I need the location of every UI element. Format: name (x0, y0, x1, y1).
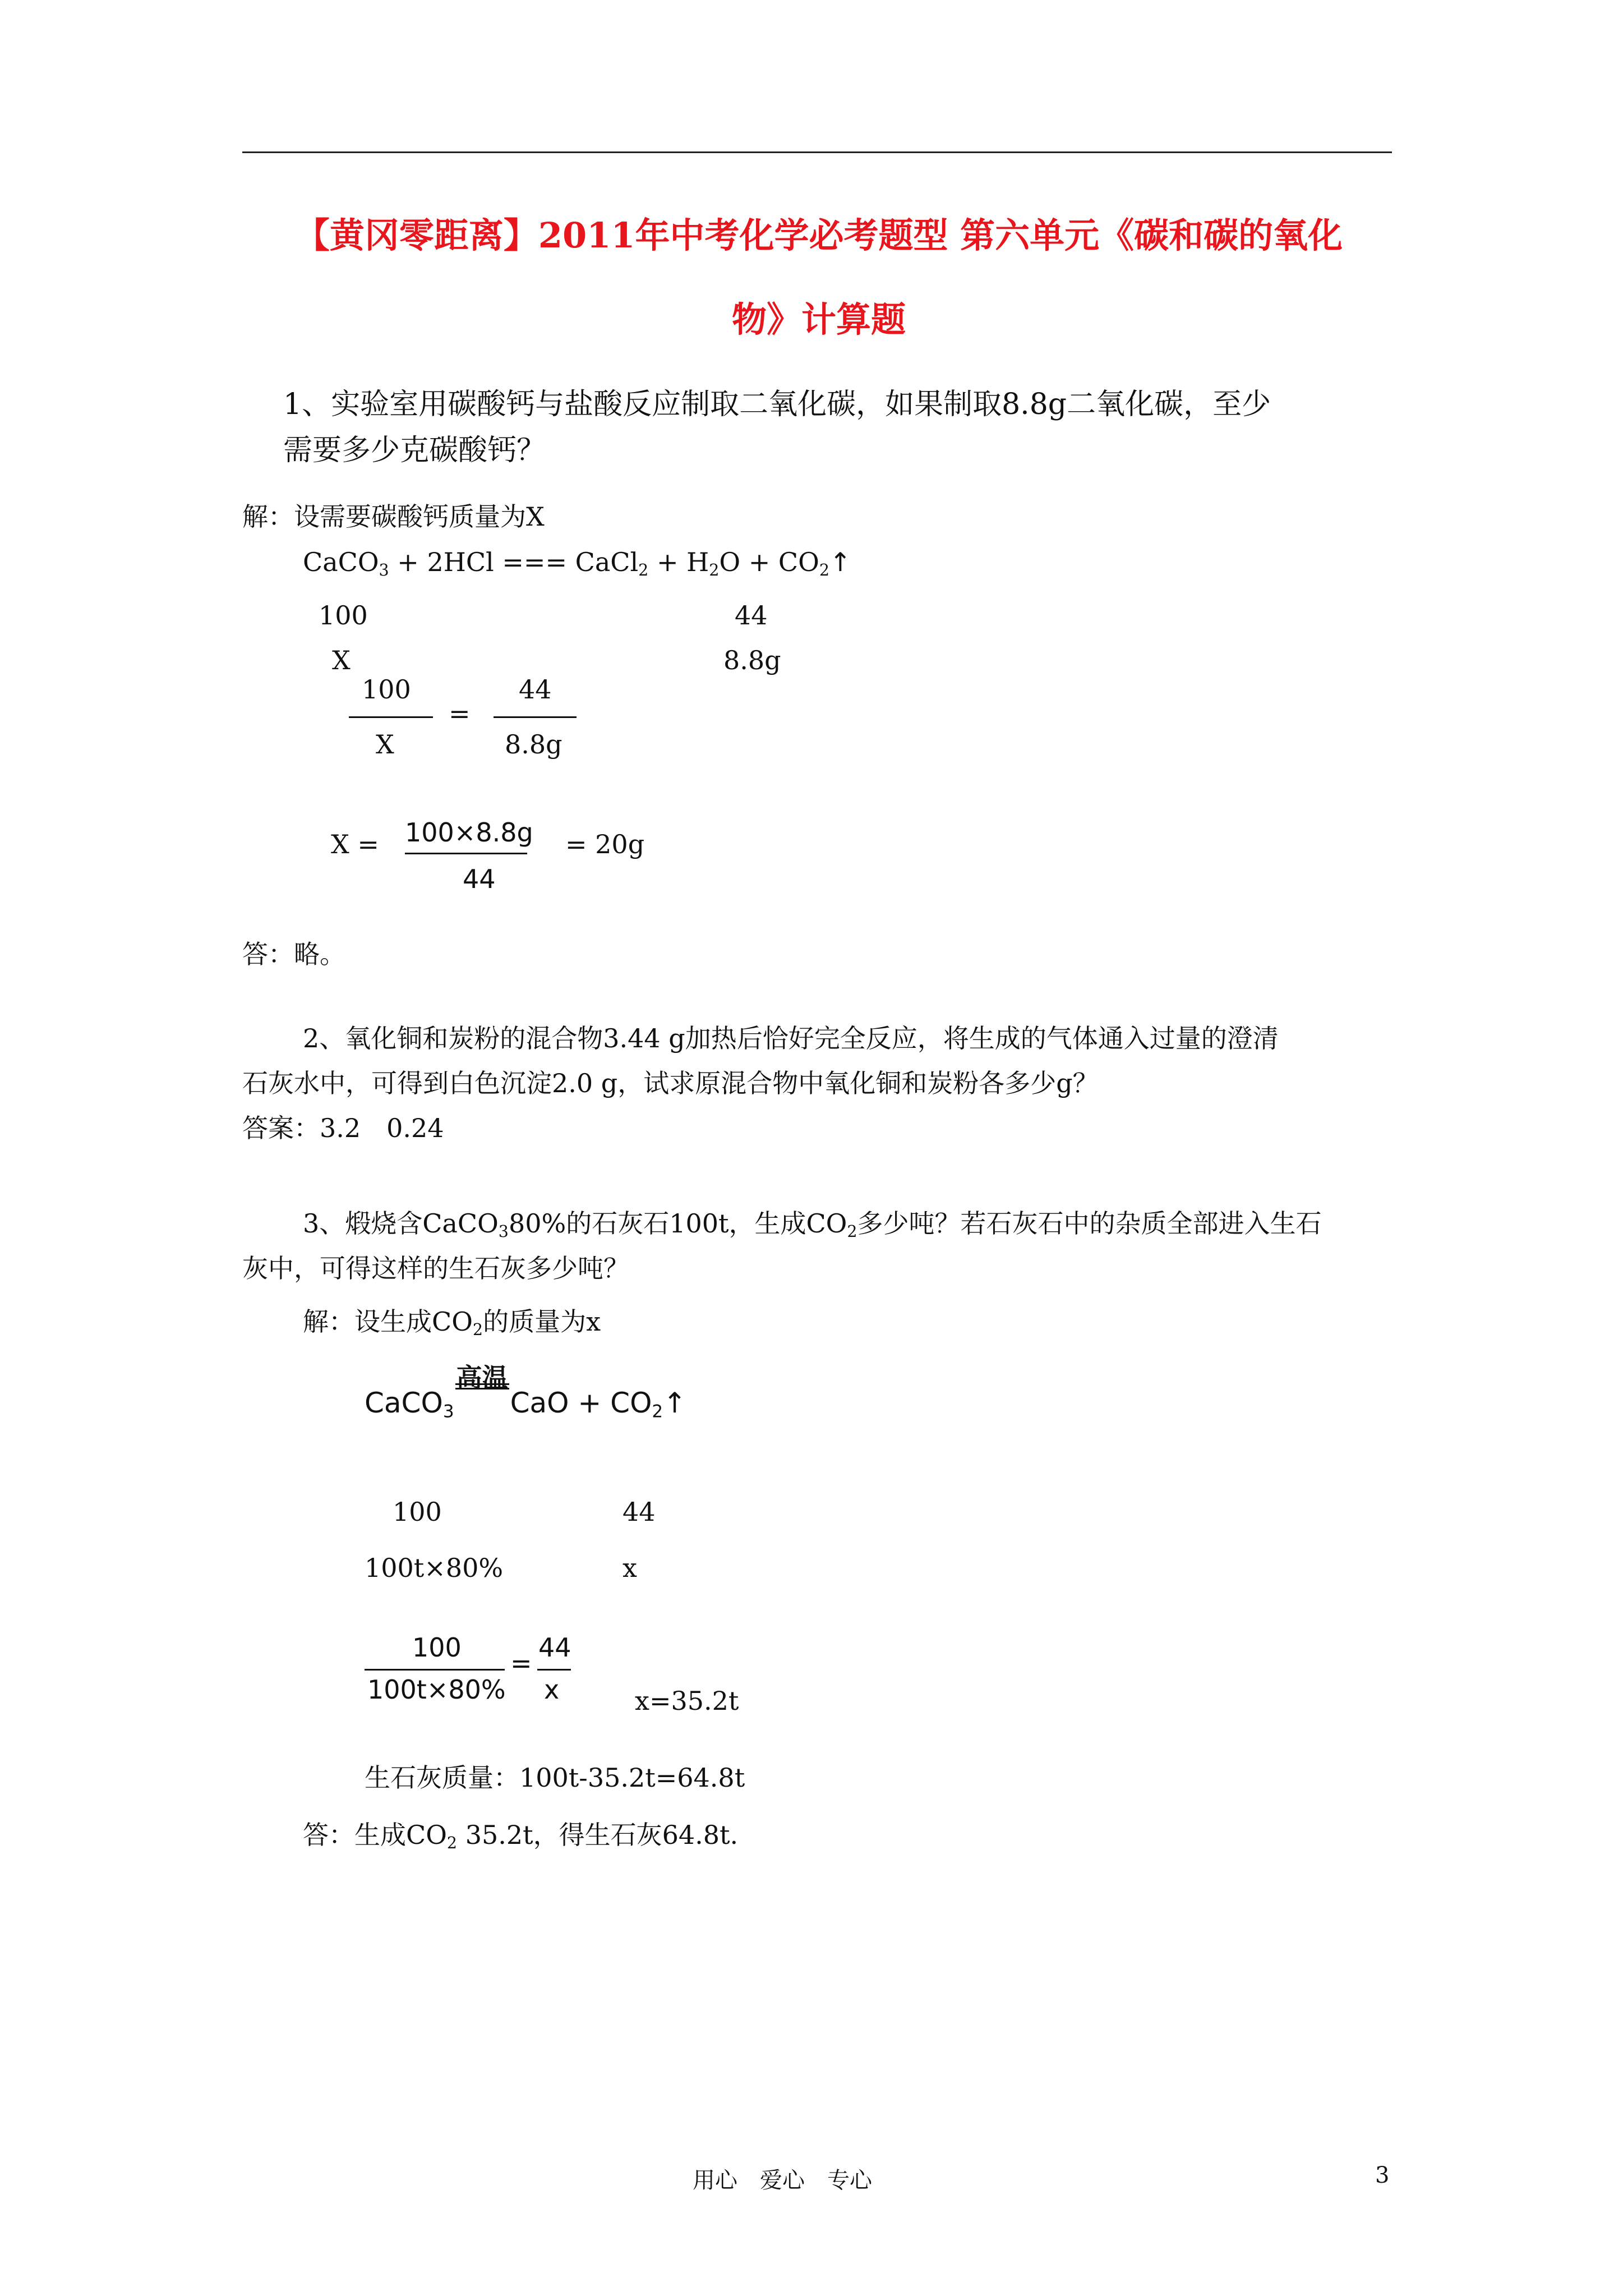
q2-text-line-2: 石灰水中，可得到白色沉淀2.0 g，试求原混合物中氧化铜和炭粉各多少g？ (242, 1068, 1099, 1098)
q3-mass-100: 100 (393, 1497, 442, 1527)
doc-title-line-2: 物》计算题 (731, 299, 906, 340)
q2-text-line-1: 2、氧化铜和炭粉的混合物3.44 g加热后恰好完全反应，将生成的气体通入过量的澄清 (303, 1023, 1279, 1053)
q3-condition: 高温 (456, 1363, 508, 1393)
up-arrow-icon: ↑ (663, 1387, 687, 1419)
q3-frac-left-num: 100 (412, 1632, 462, 1663)
q1-frac-right-num: 44 (519, 674, 552, 705)
q1-frac-right-den: 8.8g (505, 729, 562, 760)
q1-equation: CaCO$_3$ + 2HCl === CaCl$_2$ + $H_2O$ + $CO_2↑$ (303, 547, 851, 579)
q1-answer: 答：略。 (242, 939, 345, 969)
q1-frac-equals: = (449, 698, 471, 729)
q3-frac-left-den: 100t×80% (367, 1674, 506, 1705)
q1-frac-right-bar (494, 716, 577, 718)
q1-mass-44: 44 (735, 600, 768, 631)
q1-result-numerator: 100×8.8g (405, 817, 533, 848)
doc-title-line-1: 【黄冈零距离】2011年中考化学必考题型 第六单元《碳和碳的氧化 (294, 215, 1343, 256)
q3-lime-mass: 生石灰质量：100t-35.2t=64.8t (365, 1763, 745, 1793)
q1-result-denominator: 44 (463, 864, 496, 894)
q1-frac-left-den: X (376, 729, 394, 760)
q3-frac-left-bar (365, 1669, 505, 1671)
q3-result: x=35.2t (635, 1686, 739, 1716)
q1-result-value: = 20g (565, 829, 645, 859)
q3-frac-right-bar (537, 1669, 571, 1671)
q3-solve-line: 解：设生成$CO_2$的质量为x (303, 1306, 601, 1339)
q3-frac-equals: = (510, 1648, 532, 1678)
q1-text-line-2: 需要多少克碳酸钙？ (283, 434, 546, 467)
q1-text-line-1: 1、实验室用碳酸钙与盐酸反应制取二氧化碳，如果制取8.8g二氧化碳，至少 (283, 388, 1271, 421)
q1-result-x: X = (331, 829, 379, 859)
q3-frac-right-num: 44 (538, 1632, 571, 1663)
q1-frac-left-num: 100 (362, 674, 411, 705)
q1-mass-100: 100 (319, 600, 368, 631)
q1-result-bar (405, 853, 527, 854)
q3-frac-right-den: x (544, 1674, 560, 1705)
q1-solve-line: 解：设需要碳酸钙质量为X (242, 501, 545, 532)
q3-text-line-1: 3、煅烧含CaCO$_3$80%的石灰石100t，生成$CO_2$多少吨？若石灰石中的杂质全部进入生石 (303, 1208, 1322, 1241)
q1-value-8-8g: 8.8g (723, 645, 781, 675)
q1-var-x: X (332, 645, 351, 675)
q3-value-100t: 100t×80% (365, 1553, 504, 1583)
header-rule (242, 151, 1392, 153)
q3-mass-44: 44 (623, 1497, 656, 1527)
footer-motto: 用心 爱心 专心 (693, 2168, 872, 2193)
q1-frac-left-bar (349, 716, 433, 718)
q2-answer: 答案：3.2 0.24 (242, 1113, 444, 1143)
q3-var-x: x (623, 1553, 637, 1583)
q3-answer: 答：生成$CO_2$ 35.2t，得生石灰64.8t. (303, 1820, 739, 1852)
page-number: 3 (1375, 2162, 1390, 2188)
q3-text-line-2: 灰中，可得这样的生石灰多少吨？ (242, 1253, 629, 1283)
q3-equation: CaCO$_3$ 高温 CaO + $CO_2↑$ (365, 1363, 687, 1422)
up-arrow-icon: ↑ (829, 547, 851, 577)
